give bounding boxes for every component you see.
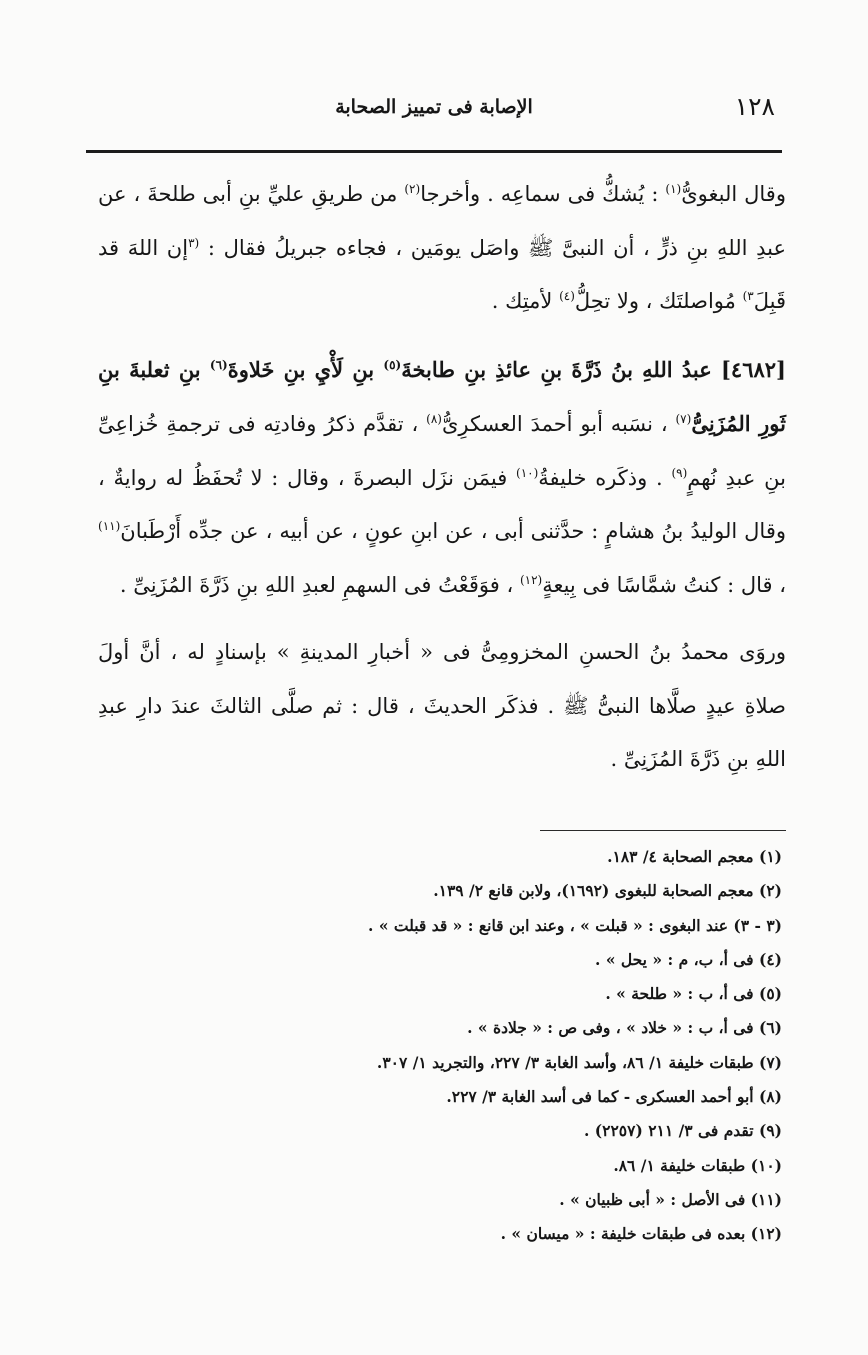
footnote: (١) معجم الصحابة ٤/ ١٨٣.	[607, 847, 782, 866]
footnote-ref: (١١)	[98, 519, 121, 533]
footnote-ref: (٩)	[671, 465, 688, 480]
main-text	[98, 168, 786, 787]
text-run: ، فوَقَعْتُ فى السهمِ لعبدِ اللهِ بنِ ذَرَّةَ المُزَنِىِّ .	[119, 572, 514, 597]
footnote-ref: (٦)	[209, 357, 228, 372]
text-run: ، تقدَّم ذكرُ وفادتِه فى ترجمةِ خُزاعِىِّ بنِ عبدِ نُهمٍ	[98, 412, 786, 490]
text-run: إن اللهَ قد قَبِلَ	[98, 235, 786, 313]
footnote: (٩) تقدم فى ٣/ ٢١١ (٢٢٥٧) .	[584, 1121, 782, 1141]
footnote: (٤) فى أ، ب، م : « يحل » .	[595, 949, 782, 969]
text-run: مُواصلتَك ، ولا تحِلُّ	[574, 289, 736, 313]
footnote-ref: (٢)	[404, 182, 421, 196]
text-run: : يُشكُّ فى سماعِه . وأخرجا	[420, 182, 659, 206]
text-run: بنِ لَأْيِ بنِ خَلاوةَ	[227, 356, 375, 382]
header-rule	[86, 150, 782, 153]
footnote: (٣ - ٣) عند البغوى : « قبلت » ، وعند ابن قانع : « قد قبلت » .	[368, 915, 782, 935]
footnote-rule	[540, 830, 786, 831]
footnote: (٥) فى أ، ب : « طلحة » .	[605, 984, 782, 1004]
footnote-ref: (٤)	[559, 289, 575, 303]
running-title: الإصابة فى تمييز الصحابة	[335, 96, 533, 118]
text-run: وقال البغوىُّ	[681, 182, 786, 206]
footnote: (١٢) بعده فى طبقات خليفة : « ميسان » .	[500, 1224, 782, 1244]
text-run: ، نسَبه أبو أحمدَ العسكرِىُّ	[441, 412, 668, 436]
paragraph-2	[98, 343, 786, 613]
footnote-ref: (٥)	[383, 357, 402, 372]
footnote-ref: (٨)	[426, 412, 442, 426]
footnote-ref: (٧)	[675, 412, 692, 426]
footnote: (٨) أبو أحمد العسكرى - كما فى أسد الغابة ٣/ ٢٢٧.	[446, 1087, 782, 1107]
page-header	[85, 88, 783, 134]
footnotes	[82, 840, 782, 1252]
text-run: بنِ ثعلبةَ بنِ ثَورِ المُزَنِىُّ	[98, 356, 786, 436]
text-run: . وذكَره خليفةُ	[538, 465, 663, 490]
text-run: فيمَن نزَل البصرةَ ، وقال : لا تُحفَظُ له روايةٌ ، وقال الوليدُ بنُ هشامٍ : حدَّثنى أبى ، عن ابنِ عونٍ ، عن أبيه ، عن جدِّه أَرْطَبانَ	[98, 465, 786, 543]
paragraph-1	[98, 168, 786, 329]
footnote-ref: (٣	[188, 235, 200, 250]
footnote: (٦) فى أ، ب : « خلاد » ، وفى ص : « جلادة » .	[467, 1018, 782, 1038]
footnote-ref: ٣)	[742, 289, 754, 303]
paragraph-3: وروَى محمدُ بنُ الحسنِ المخزومِىُّ فى « أخبارِ المدينةِ » بإسنادٍ له ، أنَّ أولَ صلاةِ عيدٍ صلَّاها النبىُّ ﷺ . فذكَر الحديثَ ، قال : ثم صلَّى الثالثَ عندَ دارِ عبدِ اللهِ بنِ ذَرَّةَ المُزَنِىِّ .	[98, 640, 786, 771]
footnote-ref: (١٢)	[519, 572, 543, 587]
footnote-ref: (١)	[665, 182, 682, 196]
footnote: (١٠) طبقات خليفة ١/ ٨٦.	[613, 1155, 782, 1175]
text-run: [٤٦٨٢] عبدُ اللهِ بنُ ذَرَّةَ بنِ عائذِ بنِ طابخةَ	[401, 356, 786, 382]
text-run: لأمتِك .	[491, 289, 553, 313]
footnote: (١١) فى الأصل : « أبى ظبيان » .	[559, 1189, 782, 1209]
text-run: ، قال : كنتُ شمَّاسًا فى بِيعةٍ	[542, 572, 786, 597]
footnote: (٧) طبقات خليفة ١/ ٨٦، وأسد الغابة ٣/ ٢٢٧، والتجريد ١/ ٣٠٧.	[376, 1052, 782, 1072]
footnote-ref: (١٠)	[516, 465, 539, 480]
page-number: ١٢٨	[734, 92, 775, 121]
text-run: من طريقِ عليِّ بنِ أبى طلحةَ ، عن عبدِ اللهِ بنِ ذرٍّ ، أن النبىَّ ﷺ واصَل يومَين ، فجاءه جبريلُ فقال :	[98, 182, 787, 260]
footnote: (٢) معجم الصحابة للبغوى (١٦٩٢)، ولابن قانع ٢/ ١٣٩.	[433, 881, 782, 901]
